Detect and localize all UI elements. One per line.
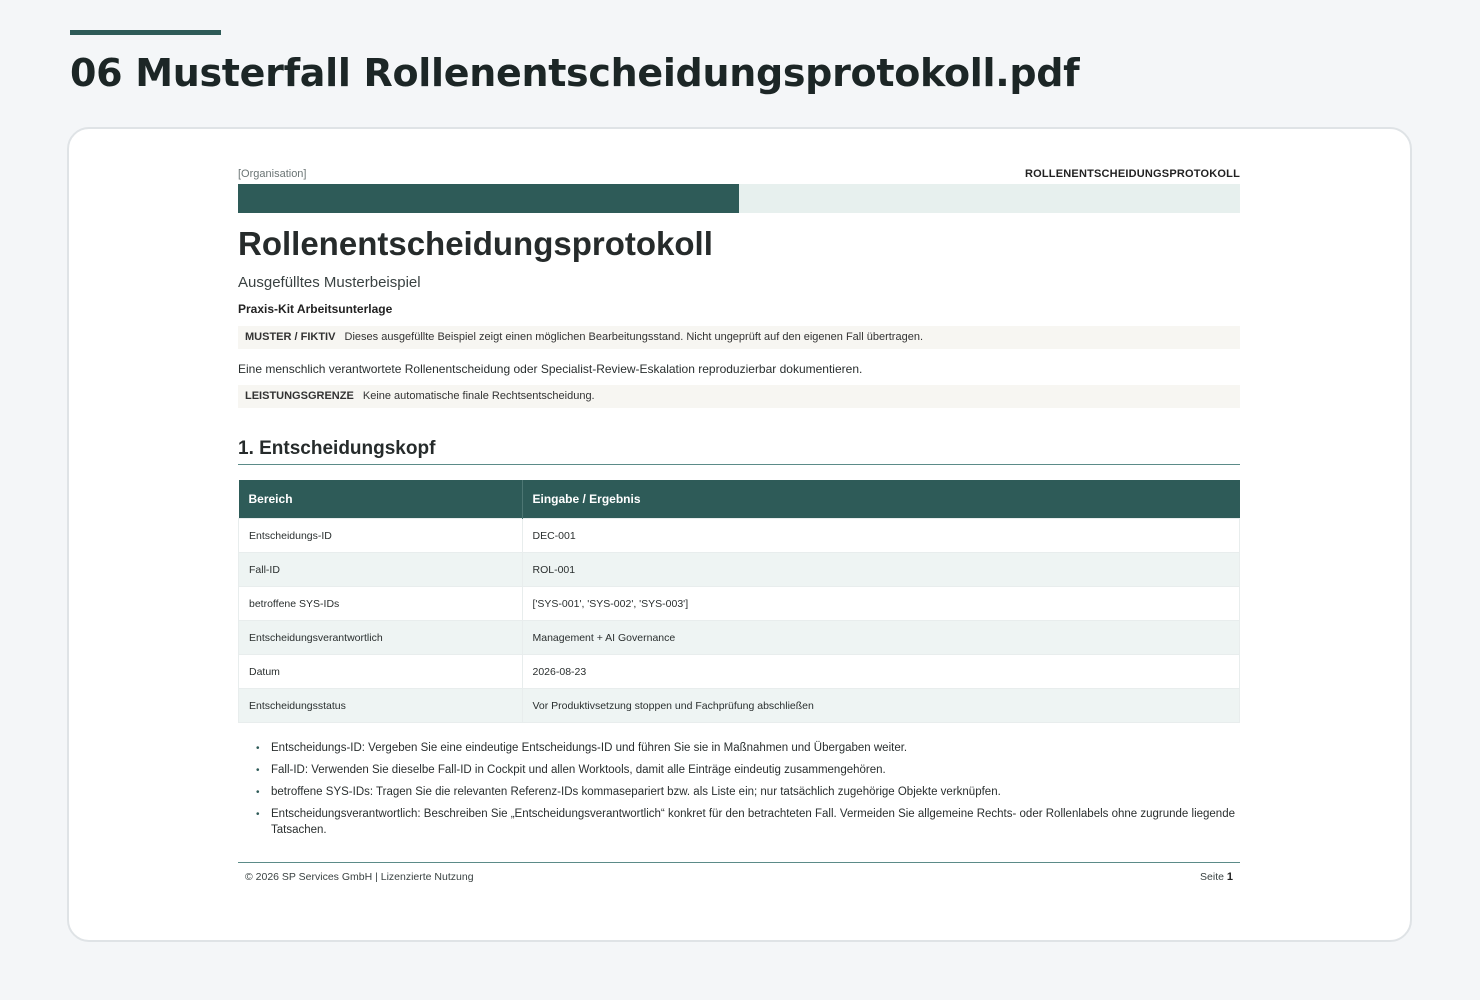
sample-notice-text: Dieses ausgefüllte Beispiel zeigt einen möglichen Bearbeitungsstand. Nicht ungeprüft auf den eigenen Fall übertragen. bbox=[344, 331, 923, 343]
table-header-row bbox=[239, 480, 1240, 519]
document-page bbox=[238, 160, 1240, 845]
table-cell-label: Fall-ID bbox=[239, 553, 523, 587]
organisation-placeholder: [Organisation] bbox=[238, 168, 307, 180]
list-item: • Fall-ID: Verwenden Sie dieselbe Fall-ID in Cockpit und allen Worktools, damit alle Einträge eindeutig zusammengehören. bbox=[269, 763, 1240, 779]
column-header-bereich: Bereich bbox=[239, 480, 523, 519]
footer-page bbox=[1200, 871, 1240, 883]
footer-page-number: 1 bbox=[1226, 871, 1233, 883]
table-cell-value: ['SYS-001', 'SYS-002', 'SYS-003'] bbox=[522, 587, 1240, 621]
table-cell-label: Datum bbox=[239, 655, 523, 689]
table-cell-value: Management + AI Governance bbox=[522, 621, 1240, 655]
table-cell-label: betroffene SYS-IDs bbox=[239, 587, 523, 621]
page-footer bbox=[238, 862, 1240, 883]
file-title: 06 Musterfall Rollenentscheidungsprotokoll.pdf bbox=[70, 51, 1080, 95]
document-subtitle: Ausgefülltes Musterbeispiel bbox=[238, 274, 421, 291]
column-header-eingabe: Eingabe / Ergebnis bbox=[522, 480, 1240, 519]
table-cell-value: DEC-001 bbox=[522, 519, 1240, 553]
table-row bbox=[239, 519, 1240, 553]
table-cell-label: Entscheidungs-ID bbox=[239, 519, 523, 553]
section-heading: 1. Entscheidungskopf bbox=[238, 438, 1240, 465]
table-row bbox=[239, 587, 1240, 621]
table-row bbox=[239, 553, 1240, 587]
footer-page-label: Seite bbox=[1200, 871, 1224, 883]
kit-label: Praxis-Kit Arbeitsunterlage bbox=[238, 302, 393, 316]
table-cell-label: Entscheidungsstatus bbox=[239, 689, 523, 723]
decision-header-table bbox=[238, 480, 1240, 723]
header-band bbox=[238, 184, 1240, 213]
list-item: • Entscheidungsverantwortlich: Beschreiben Sie „Entscheidungsverantwortlich“ konkret für den betrachteten Fall. Vermeiden Sie allgemeine Rechts- oder Rollenlabels ohne zugrunde liegende Tatsachen. bbox=[269, 807, 1240, 838]
table-row bbox=[239, 621, 1240, 655]
table-row bbox=[239, 655, 1240, 689]
table-cell-value: Vor Produktivsetzung stoppen und Fachprüfung abschließen bbox=[522, 689, 1240, 723]
document-type-label: ROLLENENTSCHEIDUNGSPROTOKOLL bbox=[1024, 168, 1240, 180]
purpose-text: Eine menschlich verantwortete Rollenentscheidung oder Specialist-Review-Eskalation reproduzierbar dokumentieren. bbox=[238, 362, 863, 376]
table-cell-value: 2026-08-23 bbox=[522, 655, 1240, 689]
limit-notice-tag: LEISTUNGSGRENZE bbox=[245, 390, 354, 402]
limit-notice-text: Keine automatische finale Rechtsentscheidung. bbox=[362, 390, 595, 402]
table-row bbox=[239, 689, 1240, 723]
header-band-light bbox=[739, 184, 1240, 213]
list-item: • betroffene SYS-IDs: Tragen Sie die relevanten Referenz-IDs kommasepariert bzw. als Liste ein; nur tatsächlich zugehörige Objekte verknüpfen. bbox=[269, 785, 1240, 801]
document-title: Rollenentscheidungsprotokoll bbox=[238, 225, 713, 262]
table-cell-label: Entscheidungsverantwortlich bbox=[239, 621, 523, 655]
footer-copyright: © 2026 SP Services GmbH | Lizenzierte Nutzung bbox=[245, 871, 474, 883]
document-header bbox=[238, 160, 1240, 180]
guidance-list bbox=[238, 741, 1240, 838]
list-item: • Entscheidungs-ID: Vergeben Sie eine eindeutige Entscheidungs-ID und führen Sie sie in Maßnahmen und Übergaben weiter. bbox=[269, 741, 1240, 757]
sample-notice-tag: MUSTER / FIKTIV bbox=[245, 331, 336, 343]
header-band-dark bbox=[238, 184, 739, 213]
limit-notice bbox=[238, 385, 1240, 408]
sample-notice bbox=[238, 326, 1240, 349]
table-cell-value: ROL-001 bbox=[522, 553, 1240, 587]
title-accent-bar bbox=[70, 30, 221, 35]
